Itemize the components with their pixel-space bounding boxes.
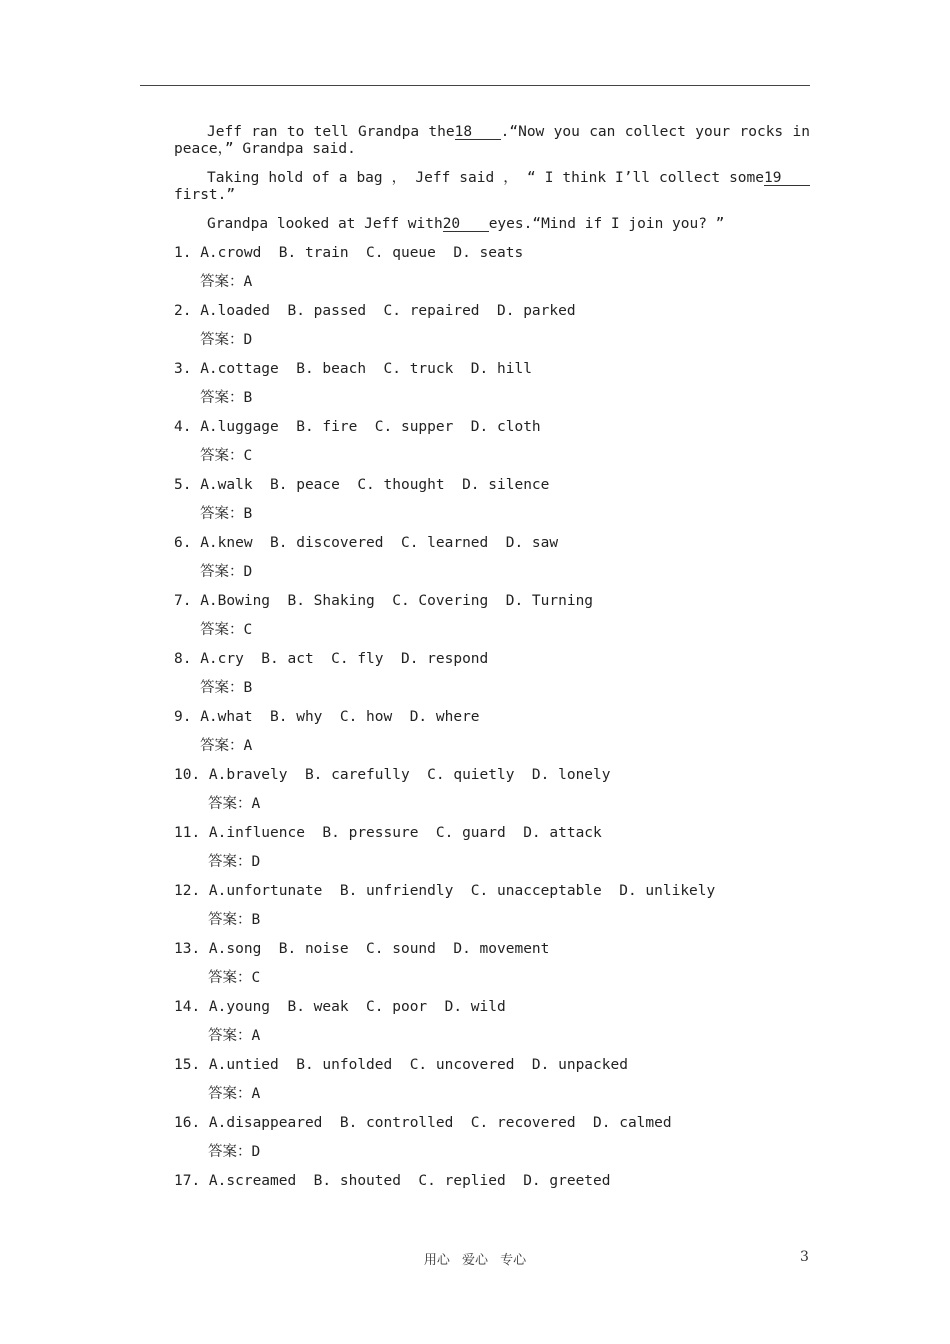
question-list	[174, 245, 810, 1202]
passage-text: Jeff ran to tell Grandpa the	[207, 124, 455, 140]
answer-1: 答案：A	[200, 274, 253, 290]
passage-paragraph-3	[174, 216, 810, 233]
question-9: 9. A.what B. why C. how D. where	[174, 709, 480, 725]
question-11: 11. A.influence B. pressure C. guard D. attack	[174, 825, 602, 841]
answer-7: 答案：C	[200, 622, 253, 638]
blank-18: 18	[455, 125, 501, 140]
answer-12: 答案：B	[208, 912, 261, 928]
answer-6: 答案：D	[200, 564, 253, 580]
question-4: 4. A.luggage B. fire C. supper D. cloth	[174, 419, 541, 435]
question-16: 16. A.disappeared B. controlled C. recovered D. calmed	[174, 1115, 672, 1131]
passage-text: eyes.“Mind if I join you? ”	[488, 216, 725, 232]
document-body	[174, 124, 810, 1202]
question-1: 1. A.crowd B. train C. queue D. seats	[174, 245, 524, 261]
passage-text: .“Now you can collect your rocks in peace，” Grandpa said.	[174, 124, 810, 157]
question-6: 6. A.knew B. discovered C. learned D. saw	[174, 535, 559, 551]
answer-3: 答案：B	[200, 390, 253, 406]
question-17: 17. A.screamed B. shouted C. replied D. greeted	[174, 1173, 611, 1189]
question-13: 13. A.song B. noise C. sound D. movement	[174, 941, 550, 957]
question-10: 10. A.bravely B. carefully C. quietly D. lonely	[174, 767, 611, 783]
blank-19: 19	[764, 171, 810, 186]
question-7: 7. A.Bowing B. Shaking C. Covering D. Turning	[174, 593, 594, 609]
question-12: 12. A.unfortunate B. unfriendly C. unacceptable D. unlikely	[174, 883, 716, 899]
question-8: 8. A.cry B. act C. fly D. respond	[174, 651, 489, 667]
question-15: 15. A.untied B. unfolded C. uncovered D. unpacked	[174, 1057, 628, 1073]
passage-text: first.”	[174, 187, 236, 203]
answer-4: 答案：C	[200, 448, 253, 464]
answer-15: 答案：A	[208, 1086, 261, 1102]
answer-2: 答案：D	[200, 332, 253, 348]
page-footer	[0, 1249, 950, 1269]
footer-motto: 用心 爱心 专心	[423, 1253, 527, 1268]
answer-13: 答案：C	[208, 970, 261, 986]
answer-5: 答案：B	[200, 506, 253, 522]
passage-text: Grandpa looked at Jeff with	[207, 216, 443, 232]
answer-8: 答案：B	[200, 680, 253, 696]
question-2: 2. A.loaded B. passed C. repaired D. parked	[174, 303, 576, 319]
page-number: 3	[800, 1249, 809, 1265]
answer-14: 答案：A	[208, 1028, 261, 1044]
question-3: 3. A.cottage B. beach C. truck D. hill	[174, 361, 532, 377]
answer-10: 答案：A	[208, 796, 261, 812]
answer-16: 答案：D	[208, 1144, 261, 1160]
passage-paragraph-1	[174, 124, 810, 158]
passage-paragraph-2	[174, 170, 810, 204]
passage-text: Taking hold of a bag ， Jeff said ， “ I think I’ll collect some	[207, 170, 764, 186]
blank-20: 20	[443, 217, 489, 232]
question-14: 14. A.young B. weak C. poor D. wild	[174, 999, 506, 1015]
header-rule	[140, 85, 810, 86]
answer-9: 答案：A	[200, 738, 253, 754]
question-5: 5. A.walk B. peace C. thought D. silence	[174, 477, 550, 493]
answer-11: 答案：D	[208, 854, 261, 870]
